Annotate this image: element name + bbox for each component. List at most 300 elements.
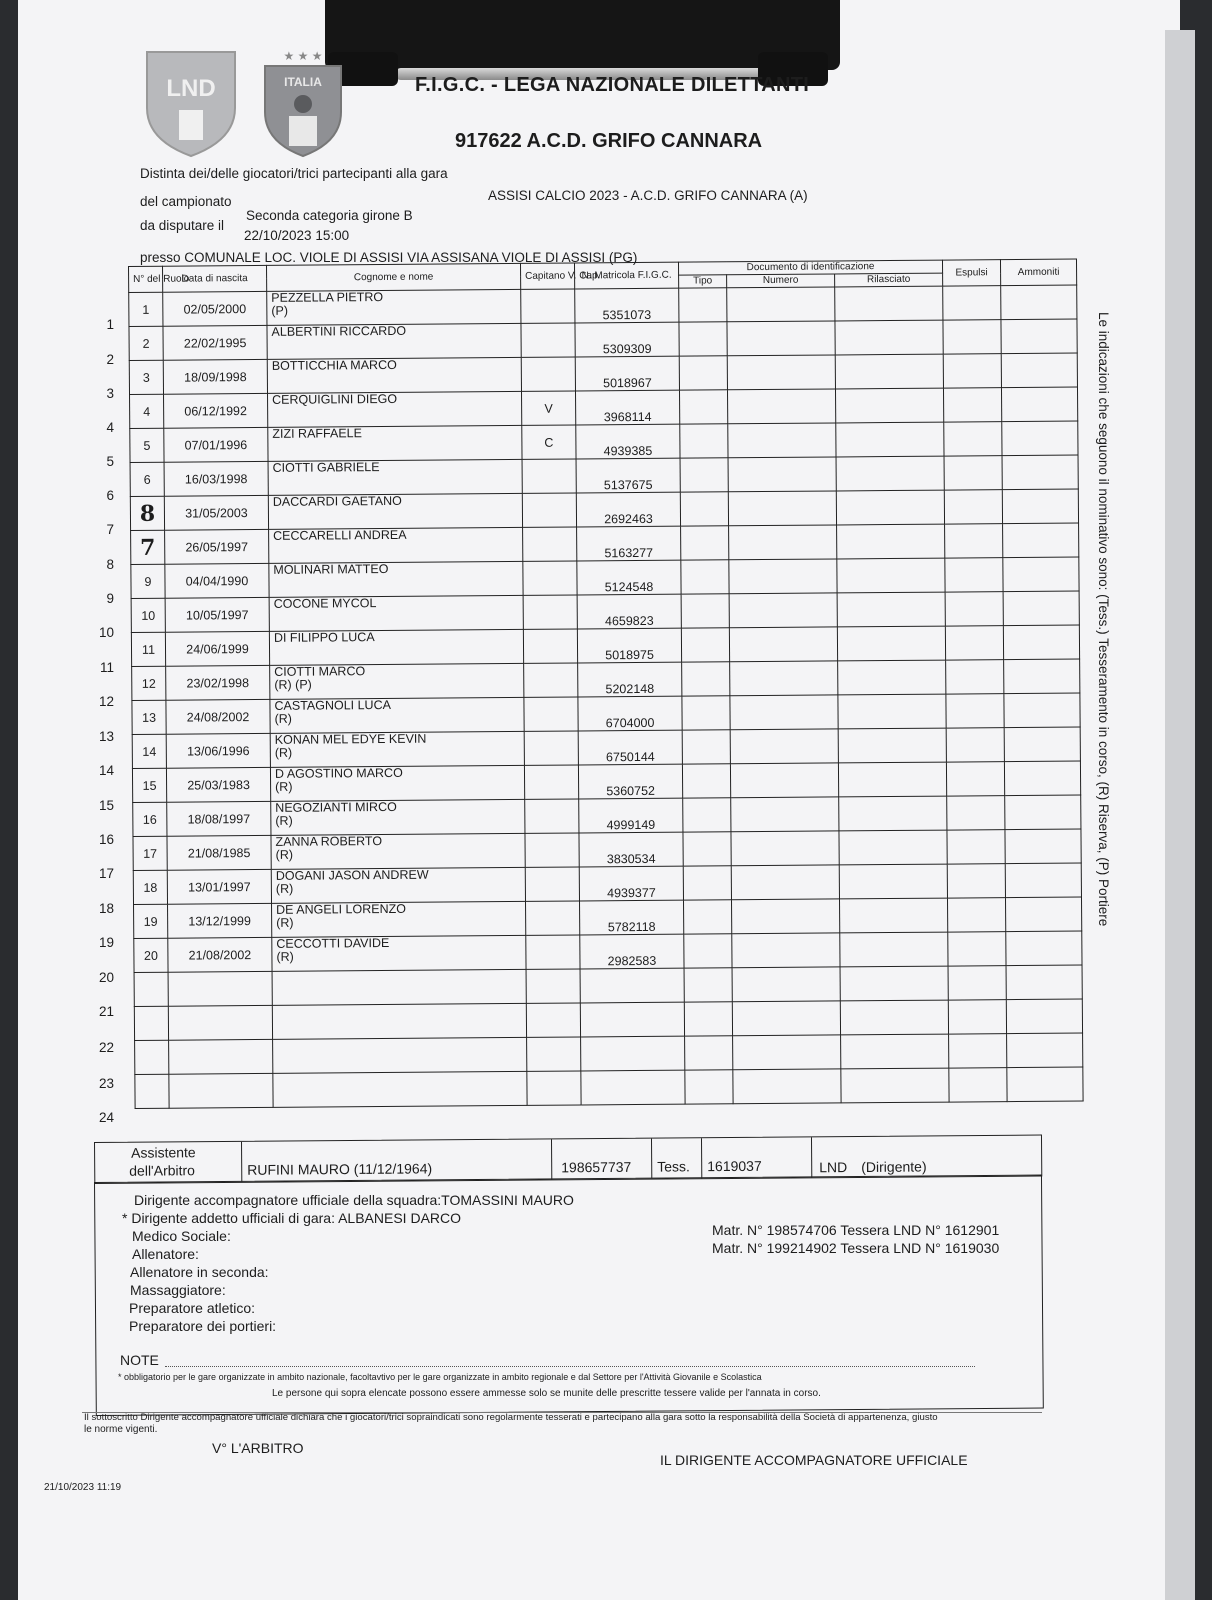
staff-massaggiatore: Massaggiatore: <box>130 1282 226 1298</box>
cell-tipo <box>684 934 732 968</box>
cell-matricola: 4659823 <box>577 594 681 629</box>
cell-ammoniti <box>1001 319 1077 354</box>
ruolo-value: 8 <box>139 500 156 527</box>
cell-rilasciato <box>838 660 946 695</box>
note-obbligatorio: * obbligatorio per le gare organizzate in ambito nazionale, facoltavtivo per le gare organizzate in ambito regionale e dal Settore per l'Attività Giovanile e Scolastica <box>118 1372 762 1382</box>
col-rilasciato: Rilasciato <box>835 273 943 287</box>
row-number: 24 <box>98 1110 114 1125</box>
cell-espulsi <box>945 626 1003 660</box>
cell-nome <box>270 697 524 733</box>
cell-capitano <box>524 697 578 731</box>
row-number: 5 <box>106 454 114 469</box>
cell-rilasciato <box>839 898 947 933</box>
cell-espulsi <box>947 830 1005 864</box>
ruolo-value: 19 <box>143 914 158 929</box>
cell-ruolo <box>130 394 164 428</box>
cell-capitano <box>527 1071 581 1105</box>
cell-espulsi <box>944 490 1002 524</box>
player-name <box>277 1038 522 1040</box>
player-name: BOTTICCHIA MARCO <box>271 357 397 373</box>
cell-espulsi <box>946 762 1004 796</box>
player-note: (R) <box>274 711 292 726</box>
cell-capitano <box>523 629 577 663</box>
cell-nome <box>270 731 524 767</box>
cell-matricola: 4999149 <box>579 798 683 833</box>
cell-espulsi <box>946 728 1004 762</box>
cell-ammoniti <box>1003 591 1079 626</box>
cell-numero <box>727 287 835 322</box>
cell-tipo <box>681 560 729 594</box>
assistant-matricola: 198657737 <box>561 1158 632 1176</box>
cell-capitano <box>522 459 576 493</box>
cell-ruolo <box>135 1074 169 1108</box>
cell-ruolo <box>129 326 163 360</box>
cell-matricola: 3968114 <box>575 390 679 425</box>
cell-nome <box>272 969 526 1005</box>
cell-ammoniti <box>1004 659 1080 694</box>
italia-logo-icon <box>255 48 351 158</box>
cell-ruolo <box>131 564 165 598</box>
ruolo-value: 13 <box>142 710 157 725</box>
cell-nascita: 21/08/1985 <box>167 835 271 870</box>
cell-nome <box>268 459 522 495</box>
staff-matr1: Matr. N° 198574706 Tessera LND N° 1612901 <box>712 1222 1000 1238</box>
player-note: (R) <box>275 813 293 828</box>
cell-ruolo <box>132 734 166 768</box>
cell-nome <box>273 1071 527 1107</box>
player-name: DI FILIPPO LUCA <box>273 630 375 645</box>
cell-capitano <box>523 561 577 595</box>
cell-tipo <box>680 492 728 526</box>
player-note <box>277 1004 522 1006</box>
cell-ruolo <box>130 496 164 530</box>
cell-ruolo <box>132 700 166 734</box>
cell-nascita: 04/04/1990 <box>165 563 269 598</box>
row-number: 19 <box>98 935 114 950</box>
cell-capitano: C <box>522 425 576 459</box>
cell-ammoniti <box>1006 999 1082 1034</box>
cell-nascita: 24/08/2002 <box>166 699 270 734</box>
col-ammoniti: Ammoniti <box>1001 259 1077 286</box>
staff-addetto: * Dirigente addetto ufficiali di gara: ALBANESI DARCO <box>122 1210 462 1226</box>
cell-rilasciato <box>841 1068 949 1103</box>
cell-ruolo <box>134 938 168 972</box>
cell-nascita: 18/08/1997 <box>167 801 271 836</box>
ruolo-value: 4 <box>143 404 151 419</box>
cell-numero <box>732 933 840 968</box>
assistant-name: RUFINI MAURO (11/12/1964) <box>247 1160 433 1178</box>
cell-nascita: 18/09/1998 <box>163 359 267 394</box>
cell-rilasciato <box>836 490 944 525</box>
cell-espulsi <box>948 932 1006 966</box>
staff-portieri: Preparatore dei portieri: <box>129 1318 277 1334</box>
cell-tipo <box>680 424 728 458</box>
ruolo-value: 7 <box>139 534 156 561</box>
cell-nascita <box>168 971 272 1006</box>
player-name: MOLINARI MATTEO <box>273 561 389 577</box>
player-note <box>277 1038 522 1040</box>
signature-dirigente: IL DIRIGENTE ACCOMPAGNATORE UFFICIALE <box>660 1452 968 1468</box>
cell-rilasciato <box>839 830 947 865</box>
cell-ruolo <box>131 598 165 632</box>
cell-ammoniti <box>1003 557 1079 592</box>
cell-numero <box>732 1001 840 1036</box>
cell-matricola: 5309309 <box>575 322 679 357</box>
cell-rilasciato <box>837 558 945 593</box>
cell-nascita: 22/02/1995 <box>163 325 267 360</box>
col-espulsi: Espulsi <box>943 260 1001 286</box>
cell-numero <box>728 491 836 526</box>
ruolo-value: 15 <box>142 778 157 793</box>
cell-matricola: 5163277 <box>577 526 681 561</box>
ruolo-value: 12 <box>141 676 156 691</box>
ruolo-value: 9 <box>144 574 152 589</box>
row-number: 23 <box>98 1076 114 1091</box>
cell-nome <box>268 391 522 427</box>
player-name: ZANNA ROBERTO <box>275 834 383 849</box>
cell-espulsi <box>945 558 1003 592</box>
cell-ruolo <box>133 836 167 870</box>
cell-numero <box>727 321 835 356</box>
staff-dirigente: Dirigente accompagnatore ufficiale della squadra:TOMASSINI MAURO <box>134 1192 574 1208</box>
cell-numero <box>729 627 837 662</box>
side-note-text: Le indicazioni che seguono il nominativo sono: (Tess.) Tesseramento in corso, (R) Riserva, (P) Portiere <box>1096 312 1111 927</box>
cell-ruolo <box>131 632 165 666</box>
cell-numero <box>733 1035 841 1070</box>
roster-table <box>128 259 1084 1109</box>
cell-nascita: 13/01/1997 <box>167 869 271 904</box>
cell-matricola <box>581 1070 685 1105</box>
cell-capitano <box>522 493 576 527</box>
cell-numero <box>731 899 839 934</box>
cell-ruolo <box>130 462 164 496</box>
staff-allenatore: Allenatore: <box>132 1246 199 1262</box>
row-number: 15 <box>98 798 114 813</box>
note-label: NOTE <box>120 1352 159 1368</box>
cell-ammoniti <box>1006 931 1082 966</box>
ruolo-value: 17 <box>143 846 158 861</box>
col-documento: Documento di identificazione <box>678 260 942 275</box>
cell-nascita: 26/05/1997 <box>165 529 269 564</box>
cell-rilasciato <box>837 626 945 661</box>
cell-matricola: 2692463 <box>576 492 680 527</box>
ruolo-value: 14 <box>142 744 157 759</box>
cell-numero <box>729 559 837 594</box>
assistant-label-cell <box>95 1142 242 1183</box>
note-line <box>165 1366 975 1367</box>
cell-matricola: 5018967 <box>575 356 679 391</box>
cell-capitano <box>521 323 575 357</box>
cell-rilasciato <box>835 320 943 355</box>
match-name: ASSISI CALCIO 2023 - A.C.D. GRIFO CANNARA (A) <box>488 188 808 203</box>
ruolo-value: 5 <box>143 438 151 453</box>
player-name: CERQUIGLINI DIEGO <box>272 391 398 407</box>
cell-nome <box>269 527 523 563</box>
cell-tipo <box>681 628 729 662</box>
cell-matricola: 5782118 <box>580 900 684 935</box>
cell-nome <box>269 561 523 597</box>
cell-nome <box>272 1003 526 1039</box>
row-number: 7 <box>106 522 114 537</box>
cell-tipo <box>679 322 727 356</box>
cell-ammoniti <box>1006 965 1082 1000</box>
cell-nascita: 06/12/1992 <box>164 393 268 428</box>
cell-numero <box>728 457 836 492</box>
cell-espulsi <box>946 660 1004 694</box>
cell-espulsi <box>949 1034 1007 1068</box>
cell-matricola: 4939377 <box>579 866 683 901</box>
svg-text:ITALIA: ITALIA <box>284 75 322 89</box>
table-row <box>135 1067 1083 1108</box>
label-campionato: del campionato <box>140 194 232 209</box>
staff-preparatore: Preparatore atletico: <box>129 1300 256 1316</box>
cell-matricola: 5202148 <box>578 662 682 697</box>
cell-nome <box>267 357 521 393</box>
cell-numero <box>731 865 839 900</box>
cell-ruolo <box>130 428 164 462</box>
assistant-numero: 1619037 <box>707 1157 762 1175</box>
cell-espulsi <box>944 388 1002 422</box>
row-number: 1 <box>106 317 114 332</box>
cell-rilasciato <box>841 1034 949 1069</box>
cell-espulsi <box>947 864 1005 898</box>
note-persone: Le persone qui sopra elencate possono essere ammesse solo se munite delle prescritte tessere valide per l'annata in corso. <box>272 1388 821 1399</box>
cell-ammoniti <box>1005 863 1081 898</box>
player-note: (R) <box>275 847 294 862</box>
print-timestamp: 21/10/2023 11:19 <box>44 1482 122 1493</box>
cell-nome <box>271 833 525 869</box>
cell-ruolo <box>129 292 163 326</box>
cell-tipo <box>681 526 729 560</box>
row-number: 16 <box>98 832 114 847</box>
staff-allenatore2: Allenatore in seconda: <box>130 1264 269 1280</box>
cell-tipo <box>679 288 727 322</box>
cell-nome <box>272 901 526 937</box>
club-title: 917622 A.C.D. GRIFO CANNARA <box>455 130 763 152</box>
player-name: ALBERTINI RICCARDO <box>271 323 407 339</box>
assistant-tipo: Tess. <box>657 1158 690 1175</box>
cell-numero <box>729 593 837 628</box>
player-note <box>277 970 522 972</box>
cell-rilasciato <box>835 354 943 389</box>
cell-espulsi <box>948 898 1006 932</box>
col-nome: Cognome e nome <box>266 263 520 291</box>
row-number: 12 <box>98 694 114 709</box>
cell-nome <box>271 867 525 903</box>
cell-capitano <box>526 969 580 1003</box>
row-number: 4 <box>106 420 114 435</box>
cell-nascita: 25/03/1983 <box>166 767 270 802</box>
cell-espulsi <box>946 694 1004 728</box>
cell-rilasciato <box>836 456 944 491</box>
cell-espulsi <box>944 456 1002 490</box>
cell-ammoniti <box>1006 897 1082 932</box>
row-number: 20 <box>98 970 114 985</box>
cell-matricola <box>580 1002 684 1037</box>
cell-nascita <box>168 1005 272 1040</box>
cell-nascita <box>169 1073 273 1108</box>
svg-text:LND: LND <box>166 75 216 102</box>
cell-nascita: 31/05/2003 <box>164 495 268 530</box>
date-value: 22/10/2023 15:00 <box>244 228 350 243</box>
col-capitano: Capitano V. Cap. <box>520 263 574 289</box>
row-number: 22 <box>98 1040 114 1055</box>
player-name: CIOTTI MARCO <box>274 664 366 679</box>
cell-nome <box>268 493 522 529</box>
campionato-value: Seconda categoria girone B <box>246 208 413 223</box>
cell-rilasciato <box>837 524 945 559</box>
cell-numero <box>727 389 835 424</box>
player-name <box>277 1004 522 1006</box>
cell-numero <box>728 423 836 458</box>
cell-capitano <box>525 833 579 867</box>
label-distinta: Distinta dei/delle giocatori/trici partecipanti alla gara <box>140 166 448 181</box>
cell-tipo <box>682 696 730 730</box>
cell-nome <box>271 799 525 835</box>
cell-nome <box>269 629 523 665</box>
assistant-tipo-cell <box>651 1138 702 1178</box>
federation-title: F.I.G.C. - LEGA NAZIONALE DILETTANTI <box>415 74 810 96</box>
ruolo-value: 11 <box>141 642 156 657</box>
cell-espulsi <box>947 796 1005 830</box>
cell-matricola: 5018975 <box>577 628 681 663</box>
col-matricola: N. Matricola F.I.G.C. <box>574 262 678 289</box>
cell-numero <box>730 729 838 764</box>
venue: presso COMUNALE LOC. VIOLE DI ASSISI VIA ASSISANA VIOLE DI ASSISI (PG) <box>140 250 638 265</box>
col-ruolo: N° del Ruolo <box>129 266 163 292</box>
player-name: NEGOZIANTI MIRCO <box>275 799 397 815</box>
cell-capitano <box>523 527 577 561</box>
player-note: (R) <box>275 881 294 896</box>
cell-nascita: 23/02/1998 <box>166 665 270 700</box>
cell-nascita: 02/05/2000 <box>163 291 267 326</box>
player-note: (R) <box>276 915 294 930</box>
cell-tipo <box>684 1002 732 1036</box>
cell-capitano <box>526 901 580 935</box>
assistant-numero-cell <box>701 1137 812 1178</box>
cell-nascita: 07/01/1996 <box>164 427 268 462</box>
cell-espulsi <box>943 320 1001 354</box>
ruolo-value: 20 <box>143 948 158 963</box>
cell-ruolo <box>134 1006 168 1040</box>
cell-ammoniti <box>1002 421 1078 456</box>
cell-nome <box>268 425 522 461</box>
cell-ammoniti <box>1002 387 1078 422</box>
assistant-name-cell <box>241 1139 552 1181</box>
row-number: 14 <box>98 763 114 778</box>
cell-capitano <box>521 357 575 391</box>
staff-medico: Medico Sociale: <box>132 1228 231 1244</box>
cell-rilasciato <box>835 388 943 423</box>
cell-capitano <box>524 731 578 765</box>
cell-nome <box>270 663 524 699</box>
cell-numero <box>730 763 838 798</box>
side-note <box>1096 312 1124 952</box>
cell-capitano <box>526 1003 580 1037</box>
cell-tipo <box>685 1036 733 1070</box>
player-note: (R) <box>276 949 294 964</box>
cell-numero <box>731 831 839 866</box>
roster-body <box>129 285 1083 1108</box>
cell-matricola <box>581 1036 685 1071</box>
row-number: 6 <box>106 488 114 503</box>
label-date: da disputare il <box>140 218 225 233</box>
cell-tipo <box>682 662 730 696</box>
cell-numero <box>731 797 839 832</box>
cell-rilasciato <box>837 592 945 627</box>
cell-ammoniti <box>1003 625 1079 660</box>
row-number: 18 <box>98 901 114 916</box>
ruolo-value: 6 <box>143 472 151 487</box>
cell-capitano <box>523 595 577 629</box>
cell-espulsi <box>948 966 1006 1000</box>
cell-rilasciato <box>840 932 948 967</box>
cell-rilasciato <box>840 1000 948 1035</box>
note-norme: le norme vigenti. <box>84 1424 158 1435</box>
assistant-ruolo: (Dirigente) <box>861 1158 927 1175</box>
cell-matricola <box>580 968 684 1003</box>
cell-ruolo <box>134 972 168 1006</box>
cell-ammoniti <box>1007 1067 1083 1102</box>
cell-tipo <box>682 764 730 798</box>
cell-nome <box>273 1037 527 1073</box>
cell-ruolo <box>135 1040 169 1074</box>
cell-rilasciato <box>839 864 947 899</box>
ruolo-value: 1 <box>142 302 150 317</box>
row-number: 8 <box>106 557 114 572</box>
player-note: (P) <box>271 303 289 318</box>
cell-capitano <box>524 663 578 697</box>
assistant-matricola-cell <box>551 1139 652 1180</box>
row-number: 17 <box>98 866 114 881</box>
row-number: 9 <box>106 591 114 606</box>
cell-ammoniti <box>1005 795 1081 830</box>
cell-espulsi <box>948 1000 1006 1034</box>
cell-capitano: V <box>521 391 575 425</box>
cell-rilasciato <box>839 796 947 831</box>
cell-capitano <box>521 289 575 323</box>
cell-tipo <box>679 390 727 424</box>
cell-matricola: 3830534 <box>579 832 683 867</box>
cell-ruolo <box>132 666 166 700</box>
cell-ruolo <box>131 530 165 564</box>
col-tipo: Tipo <box>679 275 727 288</box>
cell-rilasciato <box>838 728 946 763</box>
cell-matricola: 5360752 <box>578 764 682 799</box>
cell-capitano <box>526 935 580 969</box>
cell-nascita: 13/12/1999 <box>168 903 272 938</box>
lnd-logo-icon <box>143 48 239 158</box>
cell-matricola: 2982583 <box>580 934 684 969</box>
player-name: PEZZELLA PIETRO <box>271 289 384 305</box>
staff-matr2: Matr. N° 199214902 Tessera LND N° 1619030 <box>712 1240 1000 1256</box>
cell-matricola: 5124548 <box>577 560 681 595</box>
cell-nascita: 24/06/1999 <box>165 631 269 666</box>
cell-nascita <box>169 1039 273 1074</box>
player-name <box>277 970 522 972</box>
cell-numero <box>730 695 838 730</box>
cell-ammoniti <box>1001 285 1077 320</box>
cell-ruolo <box>133 870 167 904</box>
player-name: DE ANGELI LORENZO <box>276 901 407 917</box>
cell-tipo <box>683 798 731 832</box>
cell-numero <box>729 525 837 560</box>
cell-rilasciato <box>836 422 944 457</box>
player-name: D AGOSTINO MARCO <box>274 765 403 781</box>
cell-espulsi <box>945 524 1003 558</box>
cell-nome <box>267 323 521 359</box>
ruolo-value: 10 <box>141 608 156 623</box>
